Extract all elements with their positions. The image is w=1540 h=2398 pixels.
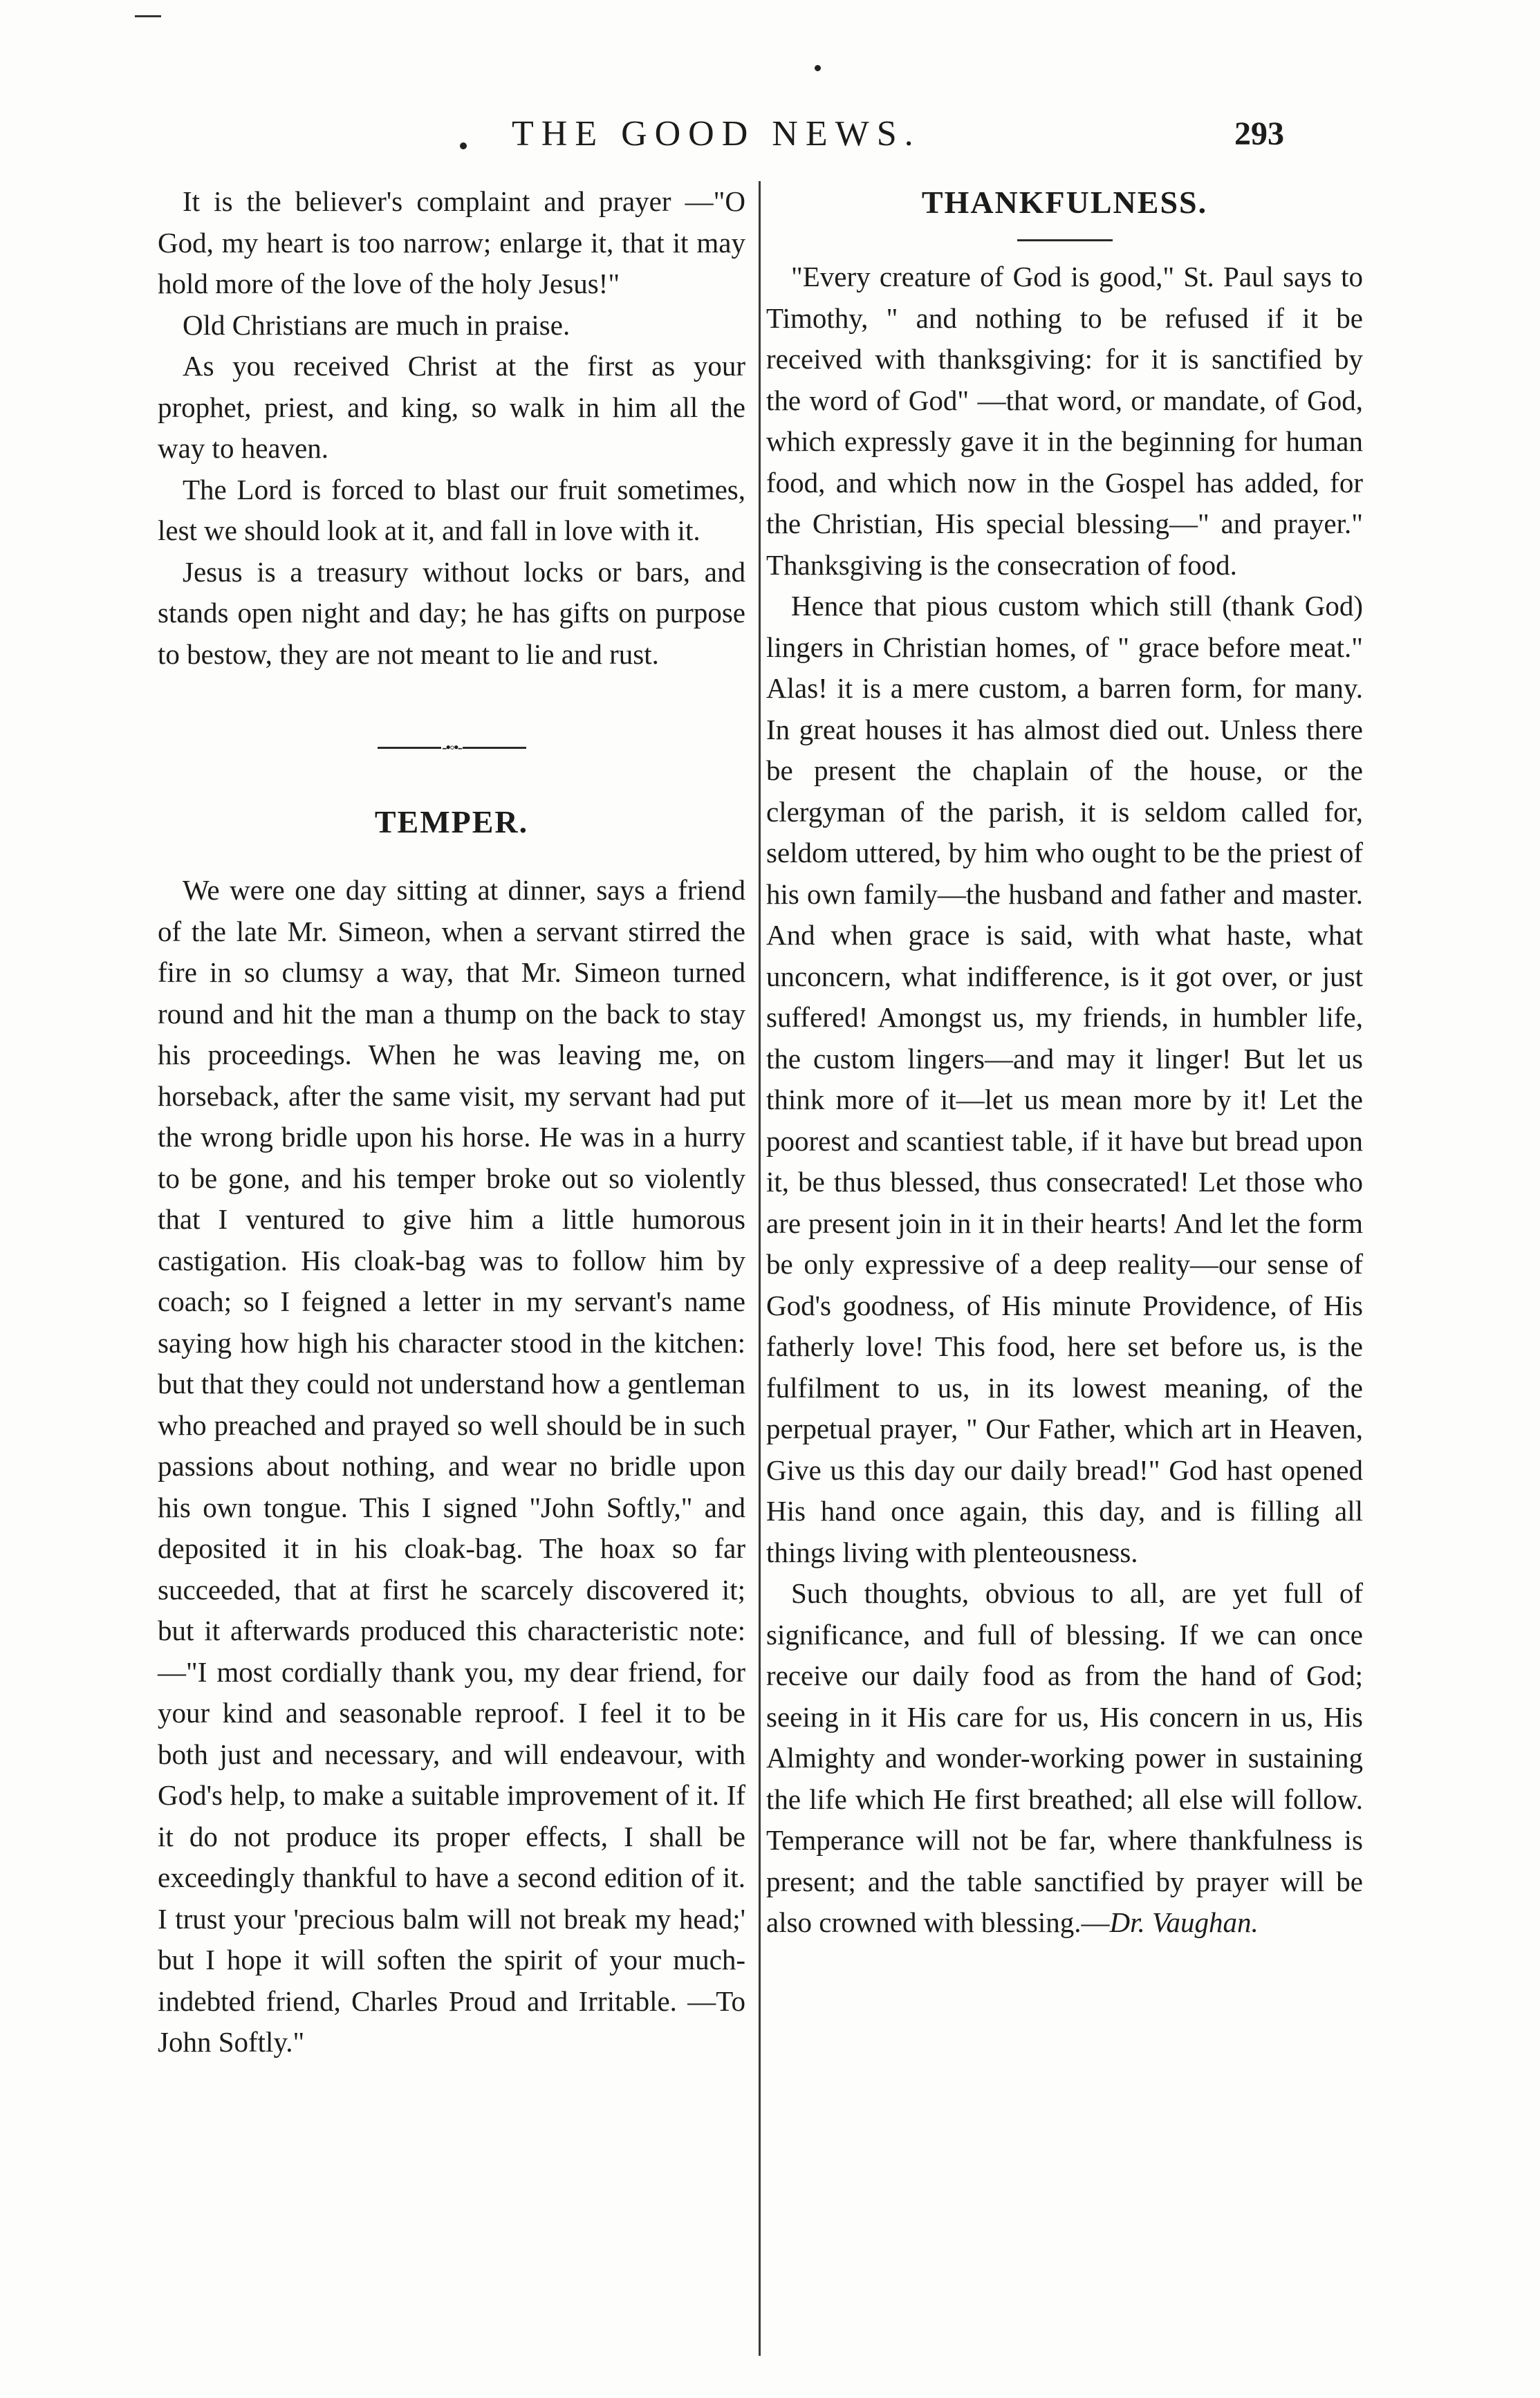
right-column-inner [751,181,1363,1944]
maxim-paragraph: As you received Christ at the first as your prophet, priest, and king, so walk in him all the way to heaven. [158,350,745,464]
thankfulness-paragraph: Hence that pious custom which still (thank God) lingers in Christian homes, of " grace before meat." Alas! it is a mere custom, a barren form, for many. In great houses it has almost died out. Unless there be present the chaplain of the house, or the clergyman of the parish, it is seldom called for, seldom uttered, by him who ought to be the priest of his own family—the husband and father and master. And when grace is said, with what haste, what unconcern, what indifference, is it got over, or just suffered! Amongst us, my friends, in humbler life, the custom lingers—and may it linger! But let us think more of it—let us mean more by it! Let the poorest and scantiest table, if it have but bread upon it, be thus blessed, thus consecrated! Let those who are present join in it in their hearts! And let the form be only expressive of a deep reality—our sense of God's goodness, of His minute Providence, of His fatherly love! This food, here set before us, is the fulfilment to us, in its lowest meaning, of the perpetual prayer, " Our Father, which art in Heaven, Give us this day our daily bread!" God hast opened His hand once again, this day, and is filling all things living with plenteousness. [766,590,1363,1568]
ornament-knot: -•◦•- [442,738,461,756]
ink-dot [815,65,821,71]
page-number: 293 [1234,115,1284,152]
ornament-rule [378,747,441,749]
running-title: THE GOOD NEWS. [512,114,921,154]
ink-dot [460,142,467,149]
spacer [158,844,745,870]
thankfulness-title: THANKFULNESS. [921,185,1208,220]
scan-mark [135,15,161,17]
author-signature: Dr. Vaughan. [1109,1906,1259,1938]
title-rule [1017,239,1113,241]
section-ornament [378,737,526,758]
maxim-paragraph: It is the believer's complaint and prayer —"O God, my heart is too narrow; enlarge it, that it may hold more of the love of the holy Jesus!" [158,185,745,299]
ornament-rule [463,747,526,749]
right-column [751,181,1363,1944]
temper-title: TEMPER. [374,804,529,839]
thankfulness-paragraph: "Every creature of God is good," St. Paul says to Timothy, " and nothing to be refused if it be received with thanksgiving: for it is sanctified by the word of God" —that word, or mandate, of God, which expressly gave it in the beginning for human food, and which now in the Gospel has added, for the Christian, His special blessing—" and prayer." Thanksgiving is the consecration of food. [766,261,1363,581]
left-column [158,181,745,2063]
maxim-paragraph: Jesus is a treasury without locks or bars, and stands open night and day; he has gifts on purpose to bestow, they are not meant to lie and rust. [158,555,745,670]
maxim-paragraph: The Lord is forced to blast our fruit sometimes, lest we should look at it, and fall in love with it. [158,473,745,546]
maxim-paragraph: Old Christians are much in praise. [183,308,570,341]
thankfulness-paragraph [766,1573,1363,1944]
temper-article: We were one day sitting at dinner, says a friend of the late Mr. Simeon, when a servant stirred the fire in so clumsy a way, that Mr. Simeon turned round and hit the man a thump on the back to stay his proceedings. When he was leaving me, on horseback, after the same visit, my servant had put the wrong bridle upon his horse. He was in a hurry to be gone, and his temper broke out so violently that I ventured to give him a little humorous castigation. His cloak-bag was to follow him by coach; so I feigned a letter in my servant's name saying how high his character stood in the kitchen: but that they could not understand how a gentleman who preached and prayed so well should be in such passions about nothing, and wear no bridle upon his own tongue. This I signed "John Softly," and deposited it in his cloak-bag. The hoax so far succeeded, that at first he scarcely discovered it; but it afterwards produced this characteristic note:—"I most cordially thank you, my dear friend, for your kind and seasonable reproof. I feel it to be both just and necessary, and will endeavour, with God's help, to make a suitable improvement of it. If it do not produce its proper effects, I shall be exceedingly thankful to have a second edition of it. I trust your 'precious balm will not break my head;' but I hope it will soften the spirit of your much-indebted friend, Charles Proud and Irritable. —To John Softly." [158,874,745,2058]
closing-text: Such thoughts, obvious to all, are yet full of significance, and full of blessing. If we can once receive our daily food as from the hand of God; seeing in it His care for us, His concern in us, His Almighty and wonder-working power in sustaining the life which He first breathed; all else will follow. Temperance will not be far, where thankfulness is present; and the table sanctified by prayer will be also crowned with blessing.— [766,1577,1363,1938]
